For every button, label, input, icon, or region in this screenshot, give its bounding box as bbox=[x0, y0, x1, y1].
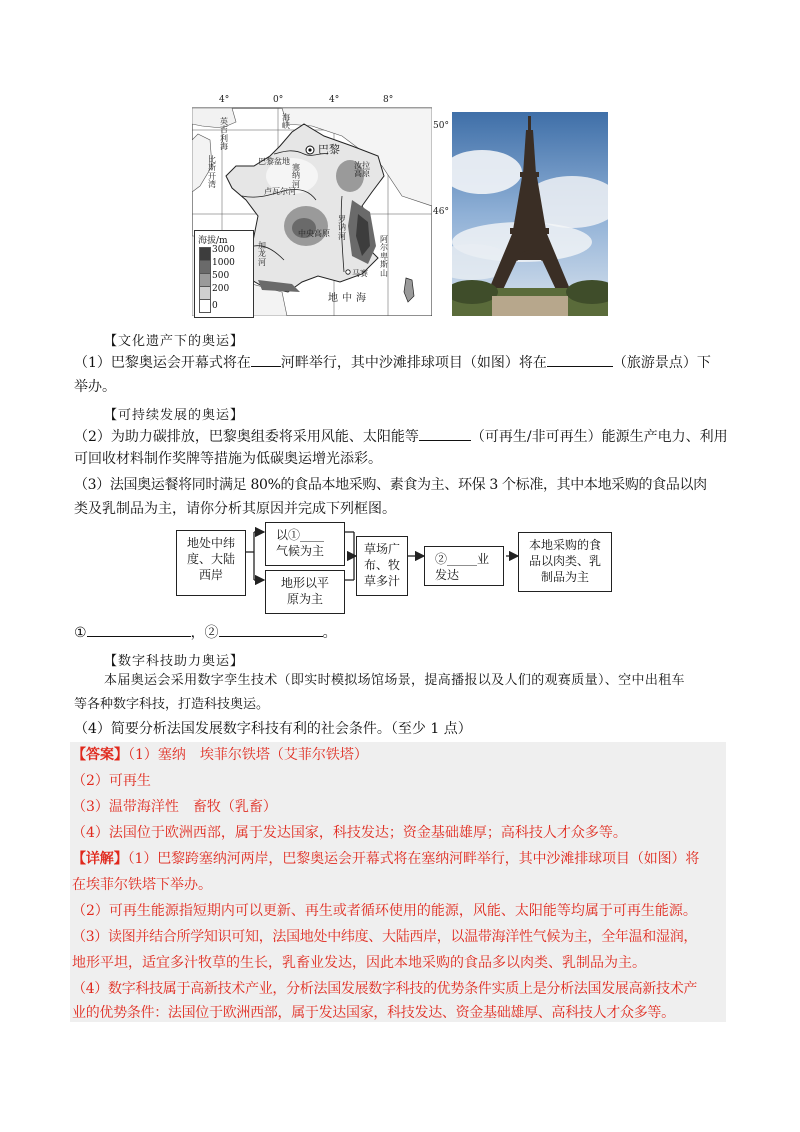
alps-label: 阿尔卑斯山 bbox=[380, 235, 388, 278]
legend-swatch-500 bbox=[199, 273, 211, 287]
massif-label: 中央高原 bbox=[298, 229, 330, 238]
q1-line1 bbox=[74, 354, 711, 370]
q4-line: （4）简要分析法国发展数字科技有利的社会条件。（至少 1 点） bbox=[74, 721, 472, 737]
fill-sep: ，② bbox=[190, 625, 219, 641]
flow-box-location bbox=[176, 530, 246, 596]
flow-text: 地处中纬 bbox=[186, 536, 235, 550]
answer-2: （2）可再生 bbox=[72, 773, 151, 789]
flow-text: 草场广 bbox=[363, 542, 400, 556]
detail-1b: 在埃菲尔铁塔下举办。 bbox=[72, 877, 212, 893]
lat-label-50: 50° bbox=[433, 121, 449, 131]
answer-line1 bbox=[72, 748, 368, 762]
flow-text: 制品为主 bbox=[540, 570, 589, 584]
flow-text: 品以肉类、乳 bbox=[528, 554, 601, 568]
legend-swatch-0 bbox=[199, 299, 211, 313]
fill-end: 。 bbox=[322, 625, 337, 641]
paris-label: 巴黎 bbox=[318, 143, 340, 156]
elevation-legend bbox=[194, 230, 254, 318]
channel-label: 英吉利海 bbox=[220, 117, 228, 152]
lon-label-4e: 4° bbox=[329, 95, 340, 105]
section-sustain: 【可持续发展的奥运】 bbox=[104, 408, 245, 423]
q2-text-a: （2）为助力碳排放，巴黎奥组委将采用风能、太阳能等 bbox=[74, 429, 419, 445]
flow-text: 度、大陆 bbox=[186, 552, 235, 566]
flow-text: 西岸 bbox=[198, 568, 223, 582]
legend-value: 1000 bbox=[212, 258, 235, 268]
section-culture: 【文化遗产下的奥运】 bbox=[104, 334, 245, 349]
lon-label-8e: 8° bbox=[383, 95, 394, 105]
legend-title: 海拔/m bbox=[198, 236, 228, 246]
flow-text: 本地采购的食 bbox=[528, 538, 601, 552]
seine-label: 塞纳河 bbox=[292, 163, 300, 189]
flow-text: 地形以平 bbox=[280, 576, 329, 590]
digital-line2: 等各种数字科技，打造科技奥运。 bbox=[74, 697, 270, 712]
legend-swatch-1000 bbox=[199, 260, 211, 274]
loire-label: 卢瓦尔河 bbox=[264, 187, 296, 196]
answer-1: （1）塞纳 埃菲尔铁塔（艾菲尔铁塔） bbox=[128, 747, 368, 763]
digital-line1: 本届奥运会采用数字孪生技术（即实时模拟场馆场景，提高播报以及人们的观赛质量）、空中出租车 bbox=[104, 673, 685, 688]
detail-1a: （1）巴黎跨塞纳河两岸，巴黎奥运会开幕式将在塞纳河畔举行，其中沙滩排球项目（如图）将 bbox=[127, 851, 700, 867]
eiffel-tower-icon bbox=[452, 112, 608, 316]
flow-text: 以①____ bbox=[276, 528, 325, 542]
q1-blank-landmark[interactable] bbox=[547, 354, 613, 367]
france-relief-map bbox=[192, 95, 449, 316]
q2-text-b: （可再生/非可再生）能源生产电力、利用 bbox=[470, 429, 728, 445]
legend-value: 3000 bbox=[212, 245, 235, 255]
flow-box-result bbox=[518, 532, 612, 592]
q1-line2: 举办。 bbox=[74, 379, 116, 395]
section-digital: 【数字科技助力奥运】 bbox=[104, 654, 245, 669]
fill-blank-2[interactable] bbox=[219, 624, 323, 637]
biscay-label: 比斯开湾 bbox=[208, 155, 216, 190]
detail-tag: 【详解】 bbox=[72, 851, 128, 867]
answer-3: （3）温带海洋性 畜牧（乳畜） bbox=[72, 799, 277, 815]
legend-value: 200 bbox=[212, 284, 230, 294]
flow-text: 草多汁 bbox=[363, 574, 400, 588]
fill-blank-1[interactable] bbox=[87, 624, 191, 637]
lon-label-0: 0° bbox=[273, 95, 284, 105]
answer-4: （4）法国位于欧洲西部，属于发达国家，科技发达；资金基础雄厚；高科技人才众多等。 bbox=[72, 825, 627, 841]
flow-box-climate bbox=[265, 522, 345, 566]
q2-blank-energy[interactable] bbox=[419, 428, 471, 441]
marseille-label: 马赛 bbox=[352, 269, 368, 278]
garonne-label: 加龙河 bbox=[258, 241, 266, 267]
mediterranean-label: 地中海 bbox=[328, 293, 370, 304]
detail-3b: 地形平坦，适宜多汁牧草的生长，乳畜业发达，因此本地采购的食品多以肉类、乳制品为主。 bbox=[72, 955, 646, 971]
detail-3a: （3）读图并结合所学知识可知，法国地处中纬度、大陆西岸，以温带海洋性气候为主，全年温和湿润， bbox=[72, 929, 698, 945]
lon-label-4w: 4° bbox=[219, 95, 230, 105]
legend-swatch-3000 bbox=[199, 247, 211, 261]
flow-text: ②_____业 bbox=[435, 552, 490, 566]
q3-line2: 类及乳制品为主，请你分析其原因并完成下列框图。 bbox=[74, 501, 396, 517]
q1-text-b: 河畔举行，其中沙滩排球项目（如图）将在 bbox=[280, 355, 547, 371]
jura-label: 汝拉高原 bbox=[354, 161, 370, 179]
strait-label: 海峡 bbox=[282, 113, 290, 131]
flow-box-terrain bbox=[265, 570, 345, 614]
lat-label-46: 46° bbox=[433, 207, 449, 217]
q1-text-a: （1）巴黎奥运会开幕式将在 bbox=[74, 355, 251, 371]
flow-text: 原为主 bbox=[286, 592, 323, 606]
answer-panel bbox=[70, 742, 726, 1022]
detail-4a: （4）数字科技属于高新技术产业，分析法国发展数字科技的优势条件实质上是分析法国发展高新技术产 bbox=[72, 981, 698, 997]
flow-text: 气候为主 bbox=[276, 544, 325, 558]
detail-4b: 业的优势条件：法国位于欧洲西部，属于发达国家，科技发达、资金基础雄厚、高科技人才众多等。 bbox=[72, 1005, 675, 1021]
q2-line2: 可回收材料制作奖牌等措施为低碳奥运增光添彩。 bbox=[74, 451, 382, 467]
detail-line1 bbox=[72, 852, 699, 866]
q3-line1: （3）法国奥运餐将同时满足 80%的食品本地采购、素食为主、环保 3 个标准，其中本地采购的食品以肉 bbox=[74, 477, 707, 493]
detail-2: （2）可再生能源指短期内可以更新、再生或者循环使用的能源，风能、太阳能等均属于可再生能源。 bbox=[72, 903, 697, 919]
eiffel-tower-photo bbox=[452, 112, 608, 316]
rhone-label: 罗讷河 bbox=[338, 215, 346, 241]
flow-box-grassland bbox=[356, 536, 408, 596]
flow-box-industry bbox=[424, 546, 504, 586]
answer-tag: 【答案】 bbox=[72, 747, 128, 763]
legend-value: 0 bbox=[212, 301, 218, 311]
fill-line bbox=[74, 624, 337, 640]
q2-line1 bbox=[74, 428, 728, 444]
flow-text: 发达 bbox=[435, 568, 460, 582]
q1-text-c: （旅游景点）下 bbox=[612, 355, 711, 371]
flow-text: 布、牧 bbox=[363, 558, 400, 572]
paris-basin-label: 巴黎盆地 bbox=[258, 157, 290, 166]
q1-blank-river[interactable] bbox=[251, 354, 281, 367]
legend-swatch-200 bbox=[199, 286, 211, 300]
fill-mark-1: ① bbox=[74, 625, 87, 641]
legend-value: 500 bbox=[212, 271, 230, 281]
